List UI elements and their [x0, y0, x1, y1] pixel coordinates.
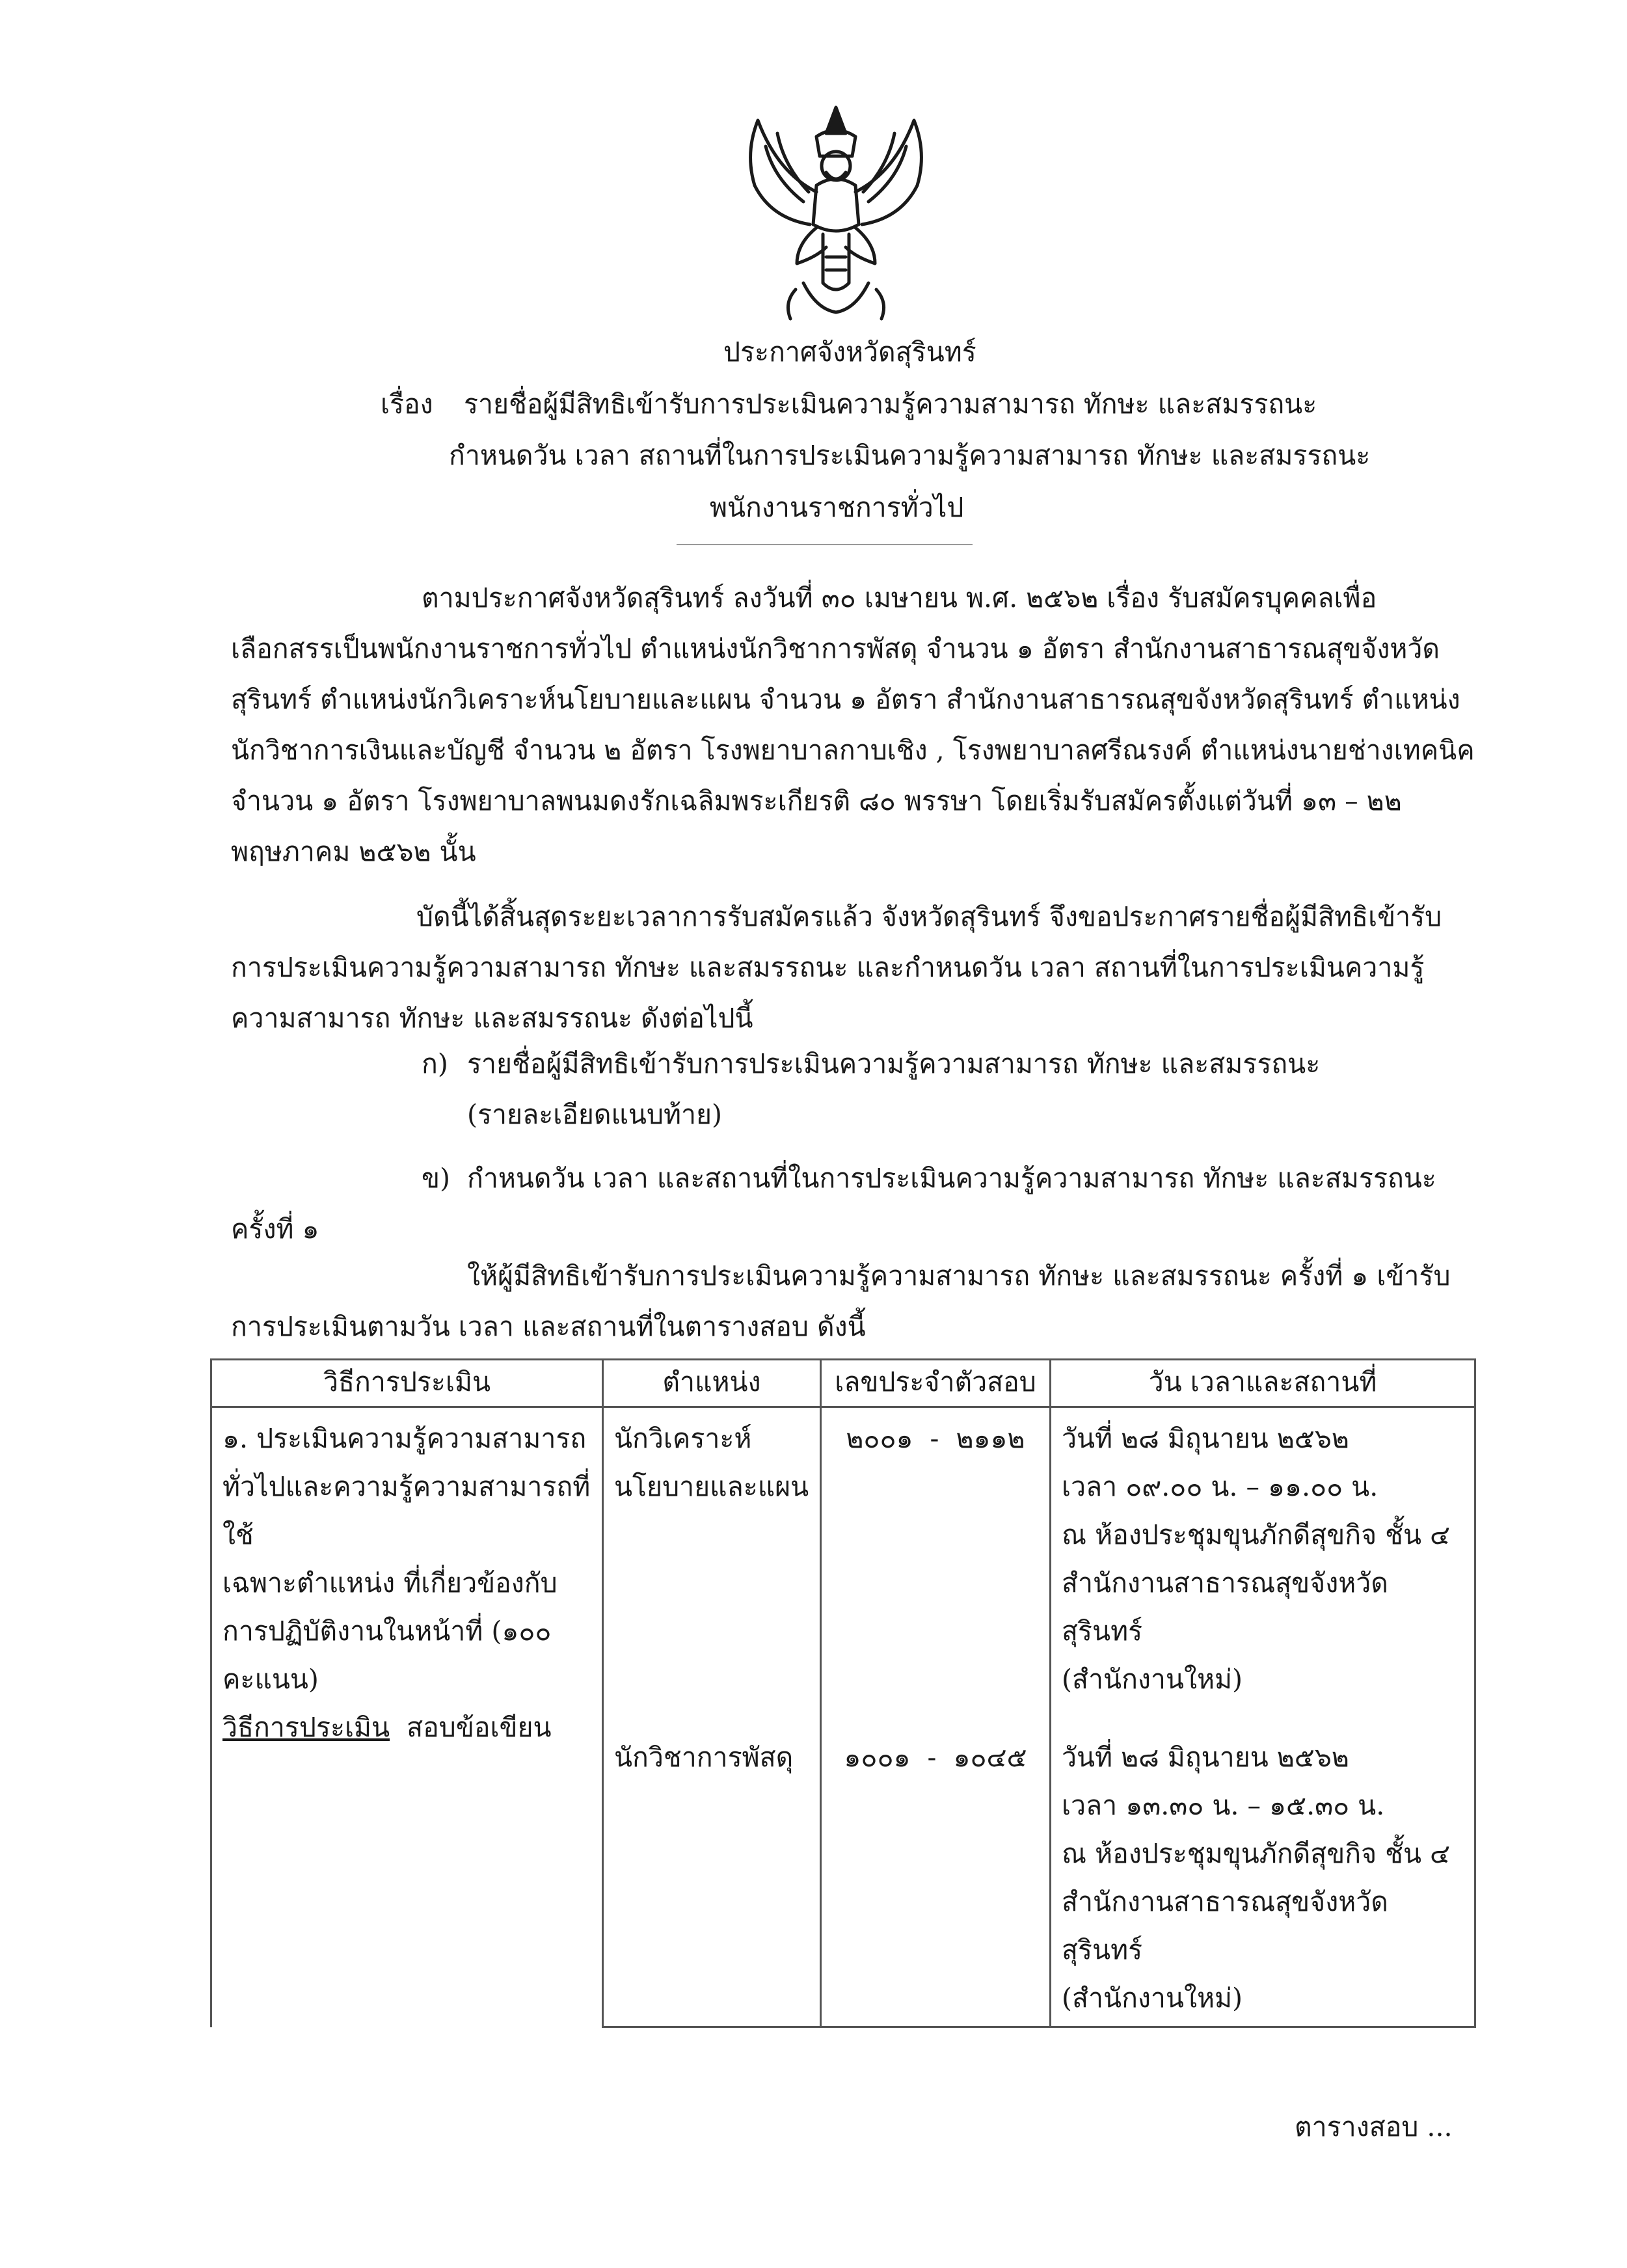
exam-id-cell — [821, 1733, 1051, 2027]
para2-line: การประเมินความรู้ความสามารถ ทักษะ และสมรรถนะ และกำหนดวัน เวลา สถานที่ในการประเมินความรู้ — [231, 952, 1425, 983]
announcement-title: ประกาศจังหวัดสุรินทร์ — [723, 336, 976, 368]
header-divider — [677, 544, 973, 545]
position-line: นโยบายและแผน — [614, 1471, 809, 1502]
schedule-line: เวลา ๑๓.๓๐ น. – ๑๕.๓๐ น. — [1062, 1790, 1385, 1821]
subject-prefix: เรื่อง — [381, 388, 433, 420]
item-b-text: กำหนดวัน เวลา และสถานที่ในการประเมินความรู้ความสามารถ ทักษะ และสมรรถนะ — [467, 1163, 1436, 1194]
para1-line: ตามประกาศจังหวัดสุรินทร์ ลงวันที่ ๓๐ เมษายน พ.ศ. ๒๕๖๒ เรื่อง รับสมัครบุคคลเพื่อ — [422, 582, 1377, 614]
schedule-cell — [1051, 1733, 1475, 2027]
method-line: เฉพาะตำแหน่ง ที่เกี่ยวข้องกับ — [222, 1567, 558, 1599]
continuation-text: ตารางสอบ ... — [1295, 2111, 1453, 2142]
subject-line-1: รายชื่อผู้มีสิทธิเข้ารับการประเมินความรู้ความสามารถ ทักษะ และสมรรถนะ — [464, 388, 1317, 420]
header-exam-id: เลขประจำตัวสอบ — [821, 1360, 1051, 1407]
schedule-line: สำนักงานสาธารณสุขจังหวัดสุรินทร์ — [1062, 1567, 1388, 1647]
header-method: วิธีการประเมิน — [211, 1360, 603, 1407]
position-cell — [603, 1733, 821, 2027]
schedule-line: สำนักงานสาธารณสุขจังหวัดสุรินทร์ — [1062, 1886, 1388, 1965]
position-cell — [603, 1407, 821, 1734]
para1-line: จำนวน ๑ อัตรา โรงพยาบาลพนมดงรักเฉลิมพระเกียรติ ๘๐ พรรษา โดยเริ่มรับสมัครตั้งแต่วันที่ ๑๓ – ๒๒ — [231, 785, 1402, 817]
table-header-row — [211, 1360, 1475, 1407]
item-a-text: รายชื่อผู้มีสิทธิเข้ารับการประเมินความรู้ความสามารถ ทักษะ และสมรรถนะ — [467, 1048, 1321, 1079]
item-b-cont: ครั้งที่ ๑ — [231, 1213, 319, 1245]
para1-line: สุรินทร์ ตำแหน่งนักวิเคราะห์นโยบายและแผน จำนวน ๑ อัตรา สำนักงานสาธารณสุขจังหวัดสุรินทร์ ตำแหน่ง — [231, 684, 1460, 715]
method-label: วิธีการประเมิน — [222, 1712, 390, 1743]
schedule-line: วันที่ ๒๘ มิถุนายน ๒๕๖๒ — [1062, 1742, 1349, 1773]
method-line: ทั่วไปและความรู้ความสามารถที่ใช้ — [222, 1471, 591, 1550]
para2-line: ความสามารถ ทักษะ และสมรรถนะ ดังต่อไปนี้ — [231, 1003, 753, 1034]
para1-line: พฤษภาคม ๒๕๖๒ นั้น — [231, 836, 476, 867]
method-value: สอบข้อเขียน — [407, 1712, 552, 1743]
schedule-line: ณ ห้องประชุมขุนภักดีสุขกิจ ชั้น ๔ — [1062, 1519, 1451, 1550]
exam-schedule-table — [210, 1358, 1476, 2028]
schedule-line: (สำนักงานใหม่) — [1062, 1664, 1243, 1695]
para1-line: นักวิชาการเงินและบัญชี จำนวน ๒ อัตรา โรงพยาบาลกาบเชิง , โรงพยาบาลศรีณรงค์ ตำแหน่งนายช่างเทคนิค — [231, 735, 1475, 766]
schedule-cell — [1051, 1407, 1475, 1734]
para1-line: เลือกสรรเป็นพนักงานราชการทั่วไป ตำแหน่งนักวิชาการพัสดุ จำนวน ๑ อัตรา สำนักงานสาธารณสุขจังหวัด — [231, 633, 1440, 664]
subject-line-2: กำหนดวัน เวลา สถานที่ในการประเมินความรู้ความสามารถ ทักษะ และสมรรถนะ — [449, 440, 1371, 471]
exam-id-range: ๑๐๐๑ - ๑๐๔๕ — [844, 1742, 1027, 1773]
exam-id-cell — [821, 1407, 1051, 1734]
subject-line-3: พนักงานราชการทั่วไป — [710, 492, 964, 523]
method-line: ๑. ประเมินความรู้ความสามารถ — [222, 1423, 587, 1454]
schedule-line: ณ ห้องประชุมขุนภักดีสุขกิจ ชั้น ๔ — [1062, 1838, 1451, 1869]
position-line: นักวิชาการพัสดุ — [614, 1742, 794, 1773]
para3-line: การประเมินตามวัน เวลา และสถานที่ในตารางสอบ ดังนี้ — [231, 1311, 866, 1342]
garuda-emblem-icon — [719, 94, 953, 329]
method-line: การปฏิบัติงานในหน้าที่ (๑๐๐ — [222, 1615, 552, 1647]
para2-line: บัดนี้ได้สิ้นสุดระยะเวลาการรับสมัครแล้ว จังหวัดสุรินทร์ จึงขอประกาศรายชื่อผู้มีสิทธิเข้ารับ — [416, 901, 1442, 932]
exam-id-range: ๒๐๐๑ - ๒๑๑๒ — [846, 1423, 1025, 1454]
para3-line: ให้ผู้มีสิทธิเข้ารับการประเมินความรู้ความสามารถ ทักษะ และสมรรถนะ ครั้งที่ ๑ เข้ารับ — [467, 1260, 1451, 1291]
method-line: คะแนน) — [222, 1664, 319, 1695]
item-b-marker: ข) — [422, 1163, 451, 1194]
method-type — [222, 1703, 591, 1751]
header-position: ตำแหน่ง — [603, 1360, 821, 1407]
item-a-marker: ก) — [422, 1048, 448, 1079]
schedule-line: วันที่ ๒๘ มิถุนายน ๒๕๖๒ — [1062, 1423, 1349, 1454]
header-schedule: วัน เวลาและสถานที่ — [1051, 1360, 1475, 1407]
item-a-note: (รายละเอียดแนบท้าย) — [467, 1099, 723, 1130]
position-line: นักวิเคราะห์ — [614, 1423, 752, 1454]
method-cell — [211, 1407, 603, 2027]
table-row — [211, 1407, 1475, 1734]
schedule-line: เวลา ๐๙.๐๐ น. – ๑๑.๐๐ น. — [1062, 1471, 1378, 1502]
schedule-line: (สำนักงานใหม่) — [1062, 1982, 1243, 2014]
